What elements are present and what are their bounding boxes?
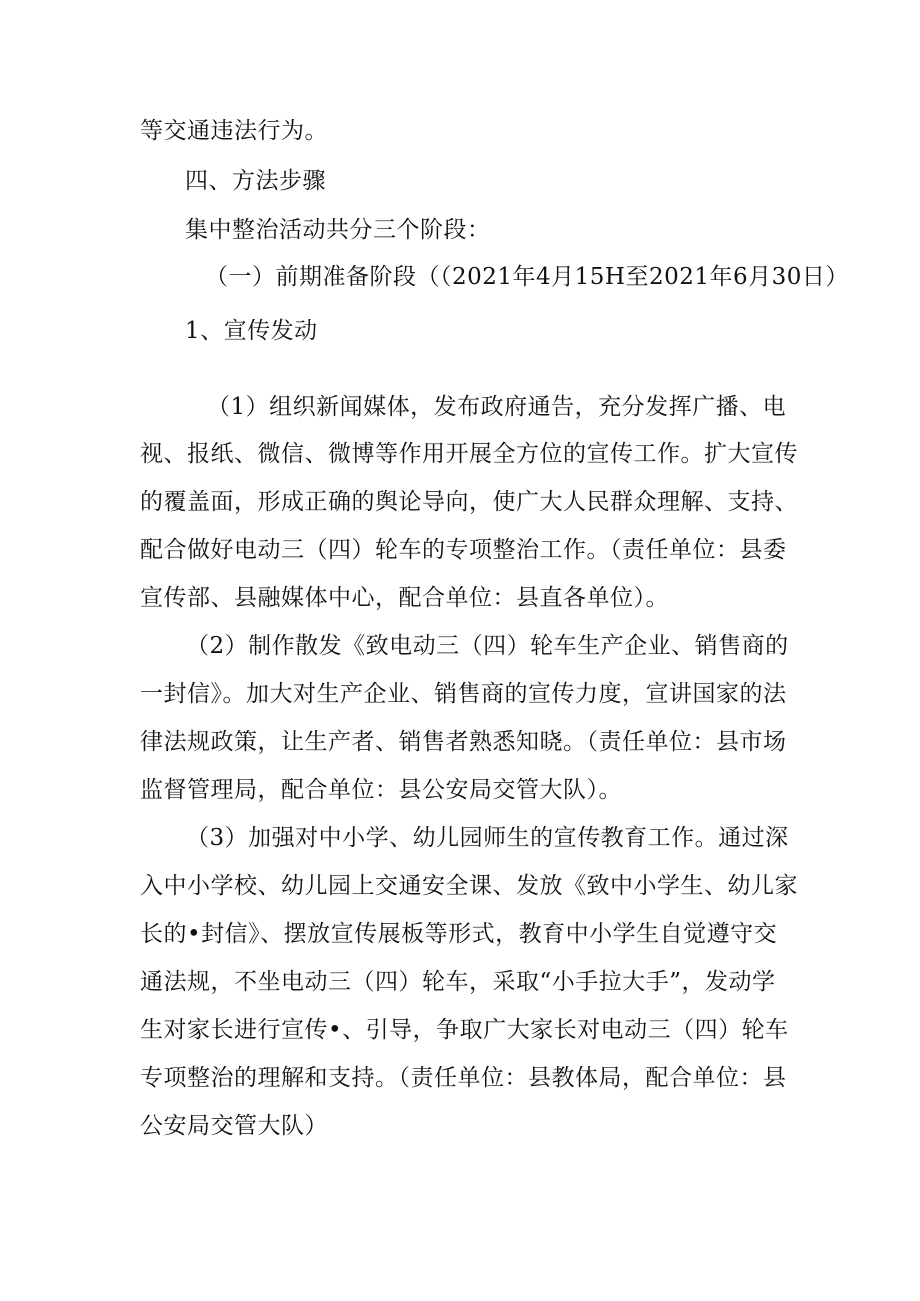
text-line: 一封信》。加大对生产企业、销售商的宣传力度，宣讲国家的法 xyxy=(140,681,787,707)
text-line: （1）组织新闻媒体，发布政府通告，充分发挥广播、电 xyxy=(207,394,787,420)
text-line: 律法规政策，让生产者、销售者熟悉知晓。（责任单位：县市场 xyxy=(140,729,787,755)
text-line: 视、报纸、微信、微博等作用开展全方位的宣传工作。扩大宣传 xyxy=(140,441,798,467)
text-line: 等交通违法行为。 xyxy=(140,118,328,144)
text-line: 生对家长进行宣传•、引导，争取广大家长对电动三（四）轮车 xyxy=(140,1017,789,1043)
text-line: 监督管理局，配合单位：县公安局交管大队）。 xyxy=(140,777,622,803)
text-line: （3）加强对中小学、幼儿园师生的宣传教育工作。通过深 xyxy=(186,825,789,851)
text-line: 配合做好电动三（四）轮车的专项整治工作。（责任单位：县委 xyxy=(140,537,787,563)
text-line: 集中整治活动共分三个阶段： xyxy=(185,217,491,243)
text-line: 公安局交管大队） xyxy=(140,1113,328,1139)
text-line: 长的•封信》、摆放宣传展板等形式，教育中小学生自觉遵守交 xyxy=(140,921,778,947)
text-line: 通法规，不坐电动三（四）轮车，采取“小手拉大手”，发动学 xyxy=(140,969,776,995)
text-line: 的覆盖面，形成正确的舆论导向，使广大人民群众理解、支持、 xyxy=(140,489,798,515)
subsection-heading: （一）前期准备阶段（（2021年4月15H至2021年6月30日） xyxy=(205,264,849,290)
text-line: （2）制作散发《致电动三（四）轮车生产企业、销售商的 xyxy=(186,633,789,659)
text-line: 宣传部、县融媒体中心，配合单位：县直各单位）。 xyxy=(140,585,669,611)
text-line: 专项整治的理解和支持。（责任单位：县教体局，配合单位：县 xyxy=(140,1065,787,1091)
text-line: 入中小学校、幼儿园上交通安全课、发放《致中小学生、幼儿家 xyxy=(140,873,798,899)
item-heading: 1、宣传发动 xyxy=(185,318,318,344)
section-heading: 四、方法步骤 xyxy=(185,168,326,194)
